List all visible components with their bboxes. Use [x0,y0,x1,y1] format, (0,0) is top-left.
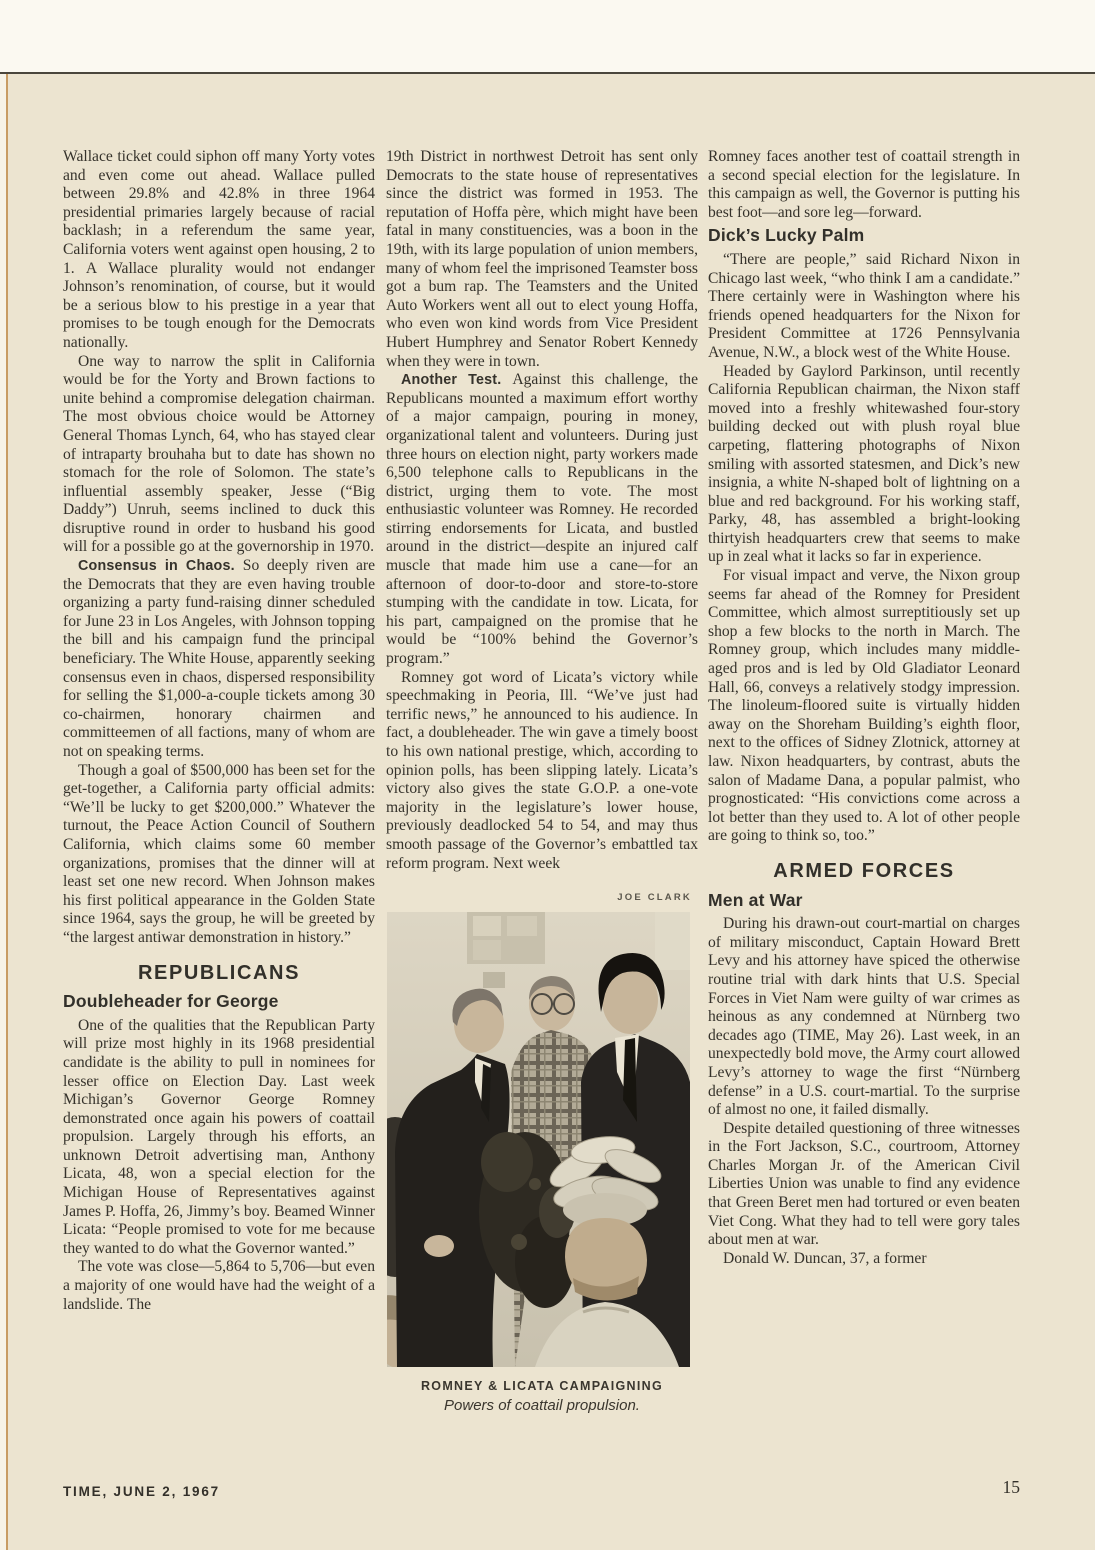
section-header: ARMED FORCES [773,859,955,882]
page-edge-line [6,74,8,1550]
paragraph: Another Test. Against this challenge, the Republicans mounted a maximum effort worthy of a major campaign, pouring in money, organizational talent and volunteers. During just three hours on election night, party workers made 6,500 telephone calls to Republicans in the district, urging them to vote. The most enthusiastic volunteer was Romney. He recorded stirring endorsements for Licata, and bustled around in the district—despite an injured calf muscle that made him use a cane—for an afternoon of door-to-door and store-to-store stumping with the candidate in tow. Licata, for his part, campaigned on the promise that he would be “100% behind the Governor’s program.” [386,371,698,668]
column-right [708,148,1020,1268]
page-number: 15 [1002,1477,1020,1497]
paragraph: Though a goal of $500,000 has been set for the get-together, a California party official admits: “We’ll be lucky to get $200,000.” Whatever the turnout, the Peace Action Council of Southern California, which claims some 60 member organizations, promises that the dinner will at least set one new record. When Johnson makes his first political appearance in the Golden State since 1964, says the group, he will be greeted by “the largest antiwar demonstration in history.” [63,761,375,946]
paragraph: Consensus in Chaos. So deeply riven are the Democrats that they are even having trouble organizing a party fund-raising dinner scheduled for June 23 in Los Angeles, with Johnson topping the bill and his campaign fund the principal beneficiary. The White House, apparently seeking consensus even in chaos, dispersed responsibility for selling the $1,000-a-couple tickets among 30 co-chairmen, honorary chairmen and committeemen of all factions, many of whom are not on speaking terms. [63,557,375,760]
paragraph: One of the qualities that the Republican Party will prize most highly in its 1968 presidential candidate is the ability to pull in nominees for lesser office on Election Day. Last week Michigan’s Governor George Romney demonstrated once again his powers of coattail propulsion. Largely through his efforts, an unknown Detroit advertising man, Anthony Licata, 48, won a special election for the Michigan House of Representatives against James P. Hoffa, 26, Jimmy’s boy. Beamed Winner Licata: “People promised to vote for me because they wanted to do what the Governor wanted.” [63,1016,375,1257]
paragraph: During his drawn-out court-martial on charges of military misconduct, Captain Howard Brett Levy and his attorney have spiced the otherwise routine trial with dark hints that U.S. Special Forces in Viet Nam were guilty of war crimes as heinous as any condemned at Nürnberg two decades ago (TIME, May 26). Last week, in an unexpectedly bold move, the Army court allowed Levy’s attorney to wage the first “Nürnberg defense” in a U.S. court-martial. To the surprise of almost no one, it failed dismally. [708,915,1020,1119]
paragraph: Romney faces another test of coattail strength in a second special election for the legislature. In this campaign as well, the Governor is putting his best foot—and sore leg—forward. [708,148,1020,221]
photo-caption-subtitle: Powers of coattail propulsion. [444,1397,640,1415]
column-left [63,148,375,1314]
paragraph: Headed by Gaylord Parkinson, until recently California Republican chairman, the Nixon staff moved into a freshly whitewashed four-story building decked out with plush royal blue carpeting, flattering photographs of Nixon smiling with assorted statesmen, and Dick’s new insignia, a white N-shaped bolt of lightning on a blue and red background. For his working staff, Parky, 48, has assembled a bright-looking thirtyish headquarters crew that seems to make up in zeal what it lacks so far in experience. [708,362,1020,566]
section-header: REPUBLICANS [137,961,301,984]
paragraph: The vote was close—5,864 to 5,706—but even a majority of one would have had the weight of a landslide. The [63,1258,375,1313]
paragraph: One way to narrow the split in California would be for the Yorty and Brown factions to unite behind a compromise delegation chairman. The most obvious choice would be Attorney General Thomas Lynch, 64, who has stayed clear of intraparty brouhaha but to date has shown no stomach for the role of Solomon. The state’s influential assembly speaker, Jesse (“Big Daddy”) Unruh, seems inclined to duck this disruptive round in order to husband his good will for a possible go at the governorship in 1970. [63,352,375,556]
article-subhead: Dick’s Lucky Palm [708,225,865,246]
paragraph: For visual impact and verve, the Nixon group seems far ahead of the Romney for President Committee, which almost surreptitiously set up shop a few blocks to the north in March. The Romney group, which includes many middle-aged pros and is led by Old Gladiator Leonard Hall, 66, conveys a relatively stodgy impression. The linoleum-floored suite is virtually hidden away on the Shoreham Building’s eighth floor, next to the offices of Sidney Zlotnick, attorney at law. Nixon headquarters, by contrast, abuts the salon of Madame Dana, a popular palmist, who prognosticated: “His convictions come across a lot better than they used to. A lot of other people are going to think so, too.” [708,567,1020,845]
paragraph: “There are people,” said Richard Nixon in Chicago last week, “who think I am a candidate.” There certainly were in Washington where his friends opened headquarters for the Nixon for President Committee at 1726 Pennsylvania Avenue, N.W., a block west of the White House. [708,250,1020,361]
paragraph: Romney got word of Licata’s victory while speechmaking in Peoria, Ill. “We’ve just had terrific news,” he announced to his audience. In fact, a doubleheader. The win gave a timely boost to his own national prestige, which, according to opinion polls, has been slipping lately. Licata’s victory also gives the state G.O.P. a one-vote majority in the legislature’s lower house, previously deadlocked 54 to 54, and may thus smooth passage of the Governor’s embattled tax reform program. Next week [386,668,698,872]
article-subhead: Men at War [708,889,803,910]
paragraph-lead: Another Test. [401,372,513,389]
campaign-photo [387,912,690,1367]
photo-figure [386,889,698,1416]
magazine-footer: TIME, JUNE 2, 1967 [63,1484,220,1499]
article-subhead: Doubleheader for George [63,991,279,1012]
paragraph: Despite detailed questioning of three witnesses in the Fort Jackson, S.C., courtroom, Attorney Charles Morgan Jr. of the American Civil Liberties Union was unable to find any evidence that Green Beret men had tortured or even beaten Viet Cong. What they had to tell were gory tales about men at war. [708,1119,1020,1249]
photo-caption-title: ROMNEY & LICATA CAMPAIGNING [420,1378,664,1393]
column-middle [386,148,698,1416]
photo-credit: JOE CLARK [617,892,692,904]
scan-top-margin [0,0,1095,72]
paragraph: Wallace ticket could siphon off many Yorty votes and even come out ahead. Wallace pulled between 29.8% and 42.8% in three 1964 presidential primaries largely because of racial backlash; in a referendum the same year, California voters went against open housing, 2 to 1. A Wallace plurality would not endanger Johnson’s renomination, of course, but it would be a serious blow to his prestige in a year that promises to be tough enough for the Democrats nationally. [63,148,375,351]
paragraph: Donald W. Duncan, 37, a former [723,1249,927,1267]
paragraph: 19th District in northwest Detroit has sent only Democrats to the state house of representatives since the district was formed in 1953. The reputation of Hoffa père, which might have been fatal in many constituencies, was a boon in the 19th, with its large population of union members, many of whom feel the imprisoned Teamster boss got a bum rap. The Teamsters and the United Auto Workers went all out to elect young Hoffa, who even won kind words from Vice President Hubert Humphrey and Senator Robert Kennedy when they were in town. [386,148,698,370]
paragraph-lead: Consensus in Chaos. [78,558,243,575]
